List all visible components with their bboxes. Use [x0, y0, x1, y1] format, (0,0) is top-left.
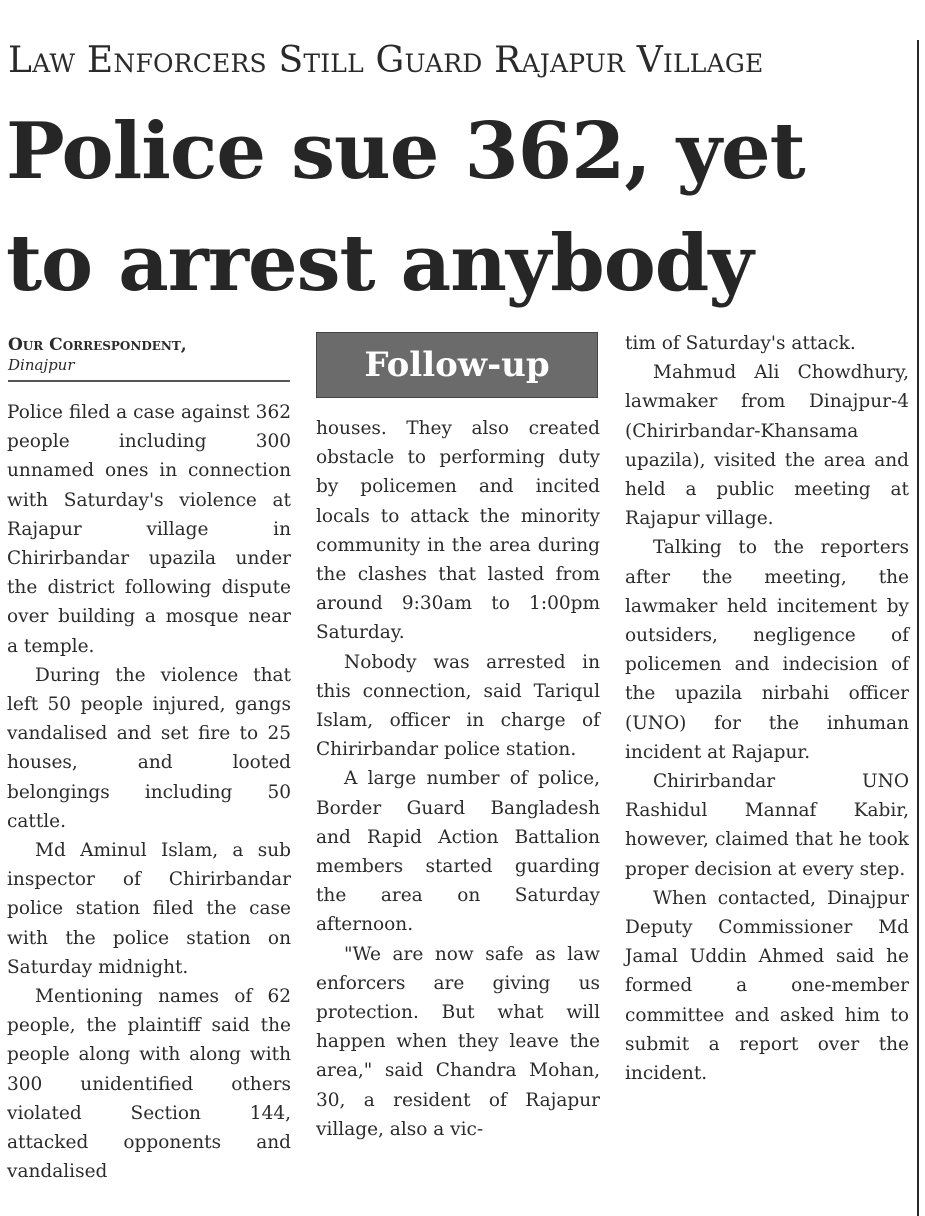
byline-name: Our Correspondent, [8, 335, 187, 355]
article-column-1 [7, 398, 291, 1186]
paragraph: tim of Saturday's attack. [625, 333, 856, 354]
main-headline: Police sue 362, yet to arrest anybody [6, 106, 805, 309]
paragraph: Nobody was arrested in this connection, said Tariqul Islam, officer in charge of Chirirbandar police station. [316, 651, 600, 761]
column-rule [917, 40, 919, 1216]
paragraph: Mentioning names of 62 people, the plaintiff said the people along with along with 300 unidentified others violated Section 144, attacked opponents and vandalised [7, 986, 291, 1183]
paragraph: Talking to the reporters after the meeting, the lawmaker held incitement by outsiders, negligence of policemen and indecision of the upazila nirbahi officer (UNO) for the inhuman incident at Rajapur. [625, 537, 909, 763]
article-column-2 [316, 414, 600, 1144]
paragraph: Police filed a case against 362 people including 300 unnamed ones in connection with Saturday's violence at Rajapur village in Chirirbandar upazila under the district following dispute over building a mosque near a temple. [7, 402, 291, 657]
follow-up-badge: Follow-up [316, 332, 598, 398]
byline-place: Dinajpur [8, 356, 75, 374]
paragraph: Md Aminul Islam, a sub inspector of Chirirbandar police station filed the case with the police station on Saturday midnight. [7, 840, 291, 978]
byline [8, 334, 290, 382]
paragraph: Chirirbandar UNO Rashidul Mannaf Kabir, however, claimed that he took proper decision at every step. [625, 771, 909, 880]
paragraph: A large number of police, Border Guard Bangladesh and Rapid Action Battalion members started guarding the area on Saturday afternoon. [316, 768, 600, 936]
paragraph: "We are now safe as law enforcers are giving us protection. But what will happen when they leave the area," said Chandra Mohan, 30, a resident of Rajapur village, also a vic- [316, 943, 600, 1140]
paragraph: During the violence that left 50 people injured, gangs vandalised and set fire to 25 houses, and looted belongings including 50 cattle. [7, 664, 291, 832]
paragraph: Mahmud Ali Chowdhury, lawmaker from Dinajpur-4 (Chirirbandar-Khansama upazila), visited the area and held a public meeting at Rajapur village. [625, 362, 909, 530]
article-column-3 [625, 329, 909, 1088]
kicker-headline: Law Enforcers Still Guard Rajapur Village [8, 40, 764, 81]
paragraph: When contacted, Dinajpur Deputy Commissioner Md Jamal Uddin Ahmed said he formed a one-member committee and asked him to submit a report over the incident. [625, 887, 909, 1085]
paragraph: houses. They also created obstacle to performing duty by policemen and incited locals to attack the minority community in the area during the clashes that lasted from around 9:30am to 1:00pm Saturday. [316, 418, 600, 644]
